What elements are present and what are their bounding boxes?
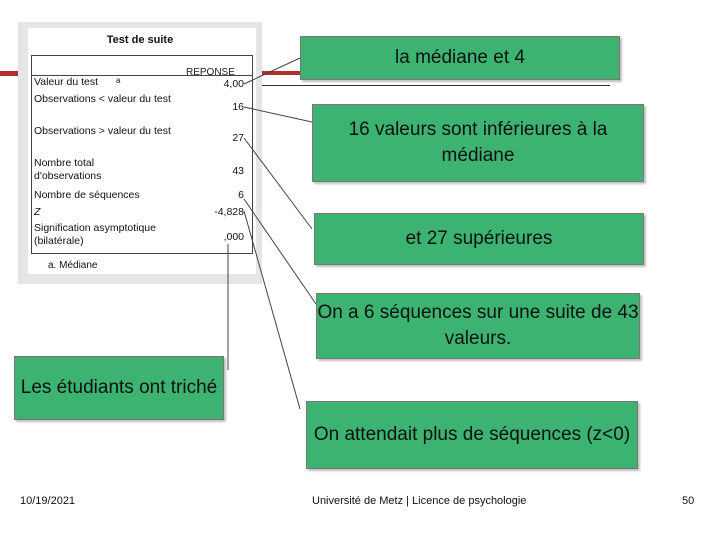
footnote-prefix: a. (48, 260, 57, 271)
callout-below: 16 valeurs sont inférieures à la médiane (312, 104, 644, 182)
footer-page-number: 50 (682, 495, 695, 507)
table-column-header: REPONSE (186, 67, 235, 78)
row-value-z: -4,828 (214, 206, 244, 218)
connector-sequences (244, 199, 316, 304)
footer-date: 10/19/2021 (20, 495, 76, 507)
footnote-text: Médiane (59, 260, 98, 271)
row-label-significance: Signification asymptotique (bilatérale) (34, 222, 156, 247)
row-value-significance: ,000 (223, 231, 244, 243)
callout-above: et 27 supérieures (314, 213, 644, 265)
row-label-z: Z (34, 206, 41, 218)
row-value-total: 43 (232, 165, 244, 177)
callout-expected: On attendait plus de séquences (z<0) (306, 401, 638, 469)
row-label-below: Observations < valeur du test (34, 93, 171, 105)
table-title: Test de suite (106, 34, 174, 46)
row-label-total: Nombre total d'observations (34, 157, 102, 182)
footer-institution: Université de Metz | Licence de psychologie (312, 495, 527, 507)
callout-sequences: On a 6 séquences sur une suite de 43 valeurs. (316, 293, 640, 359)
row-value-above: 27 (232, 132, 244, 144)
row-label-runs: Nombre de séquences (34, 189, 140, 201)
callout-cheated: Les étudiants ont triché (14, 356, 224, 420)
connector-median (244, 58, 300, 84)
row-label-above: Observations > valeur du test (34, 125, 171, 137)
connector-below (244, 107, 312, 122)
footnote-marker: a (116, 76, 121, 85)
row-value-test-value: 4,00 (223, 78, 244, 90)
connector-above (244, 138, 312, 229)
row-value-below: 16 (232, 101, 244, 113)
row-label-test-value: Valeur du test (34, 76, 99, 88)
row-value-runs: 6 (238, 189, 244, 201)
callout-median: la médiane et 4 (300, 36, 620, 80)
